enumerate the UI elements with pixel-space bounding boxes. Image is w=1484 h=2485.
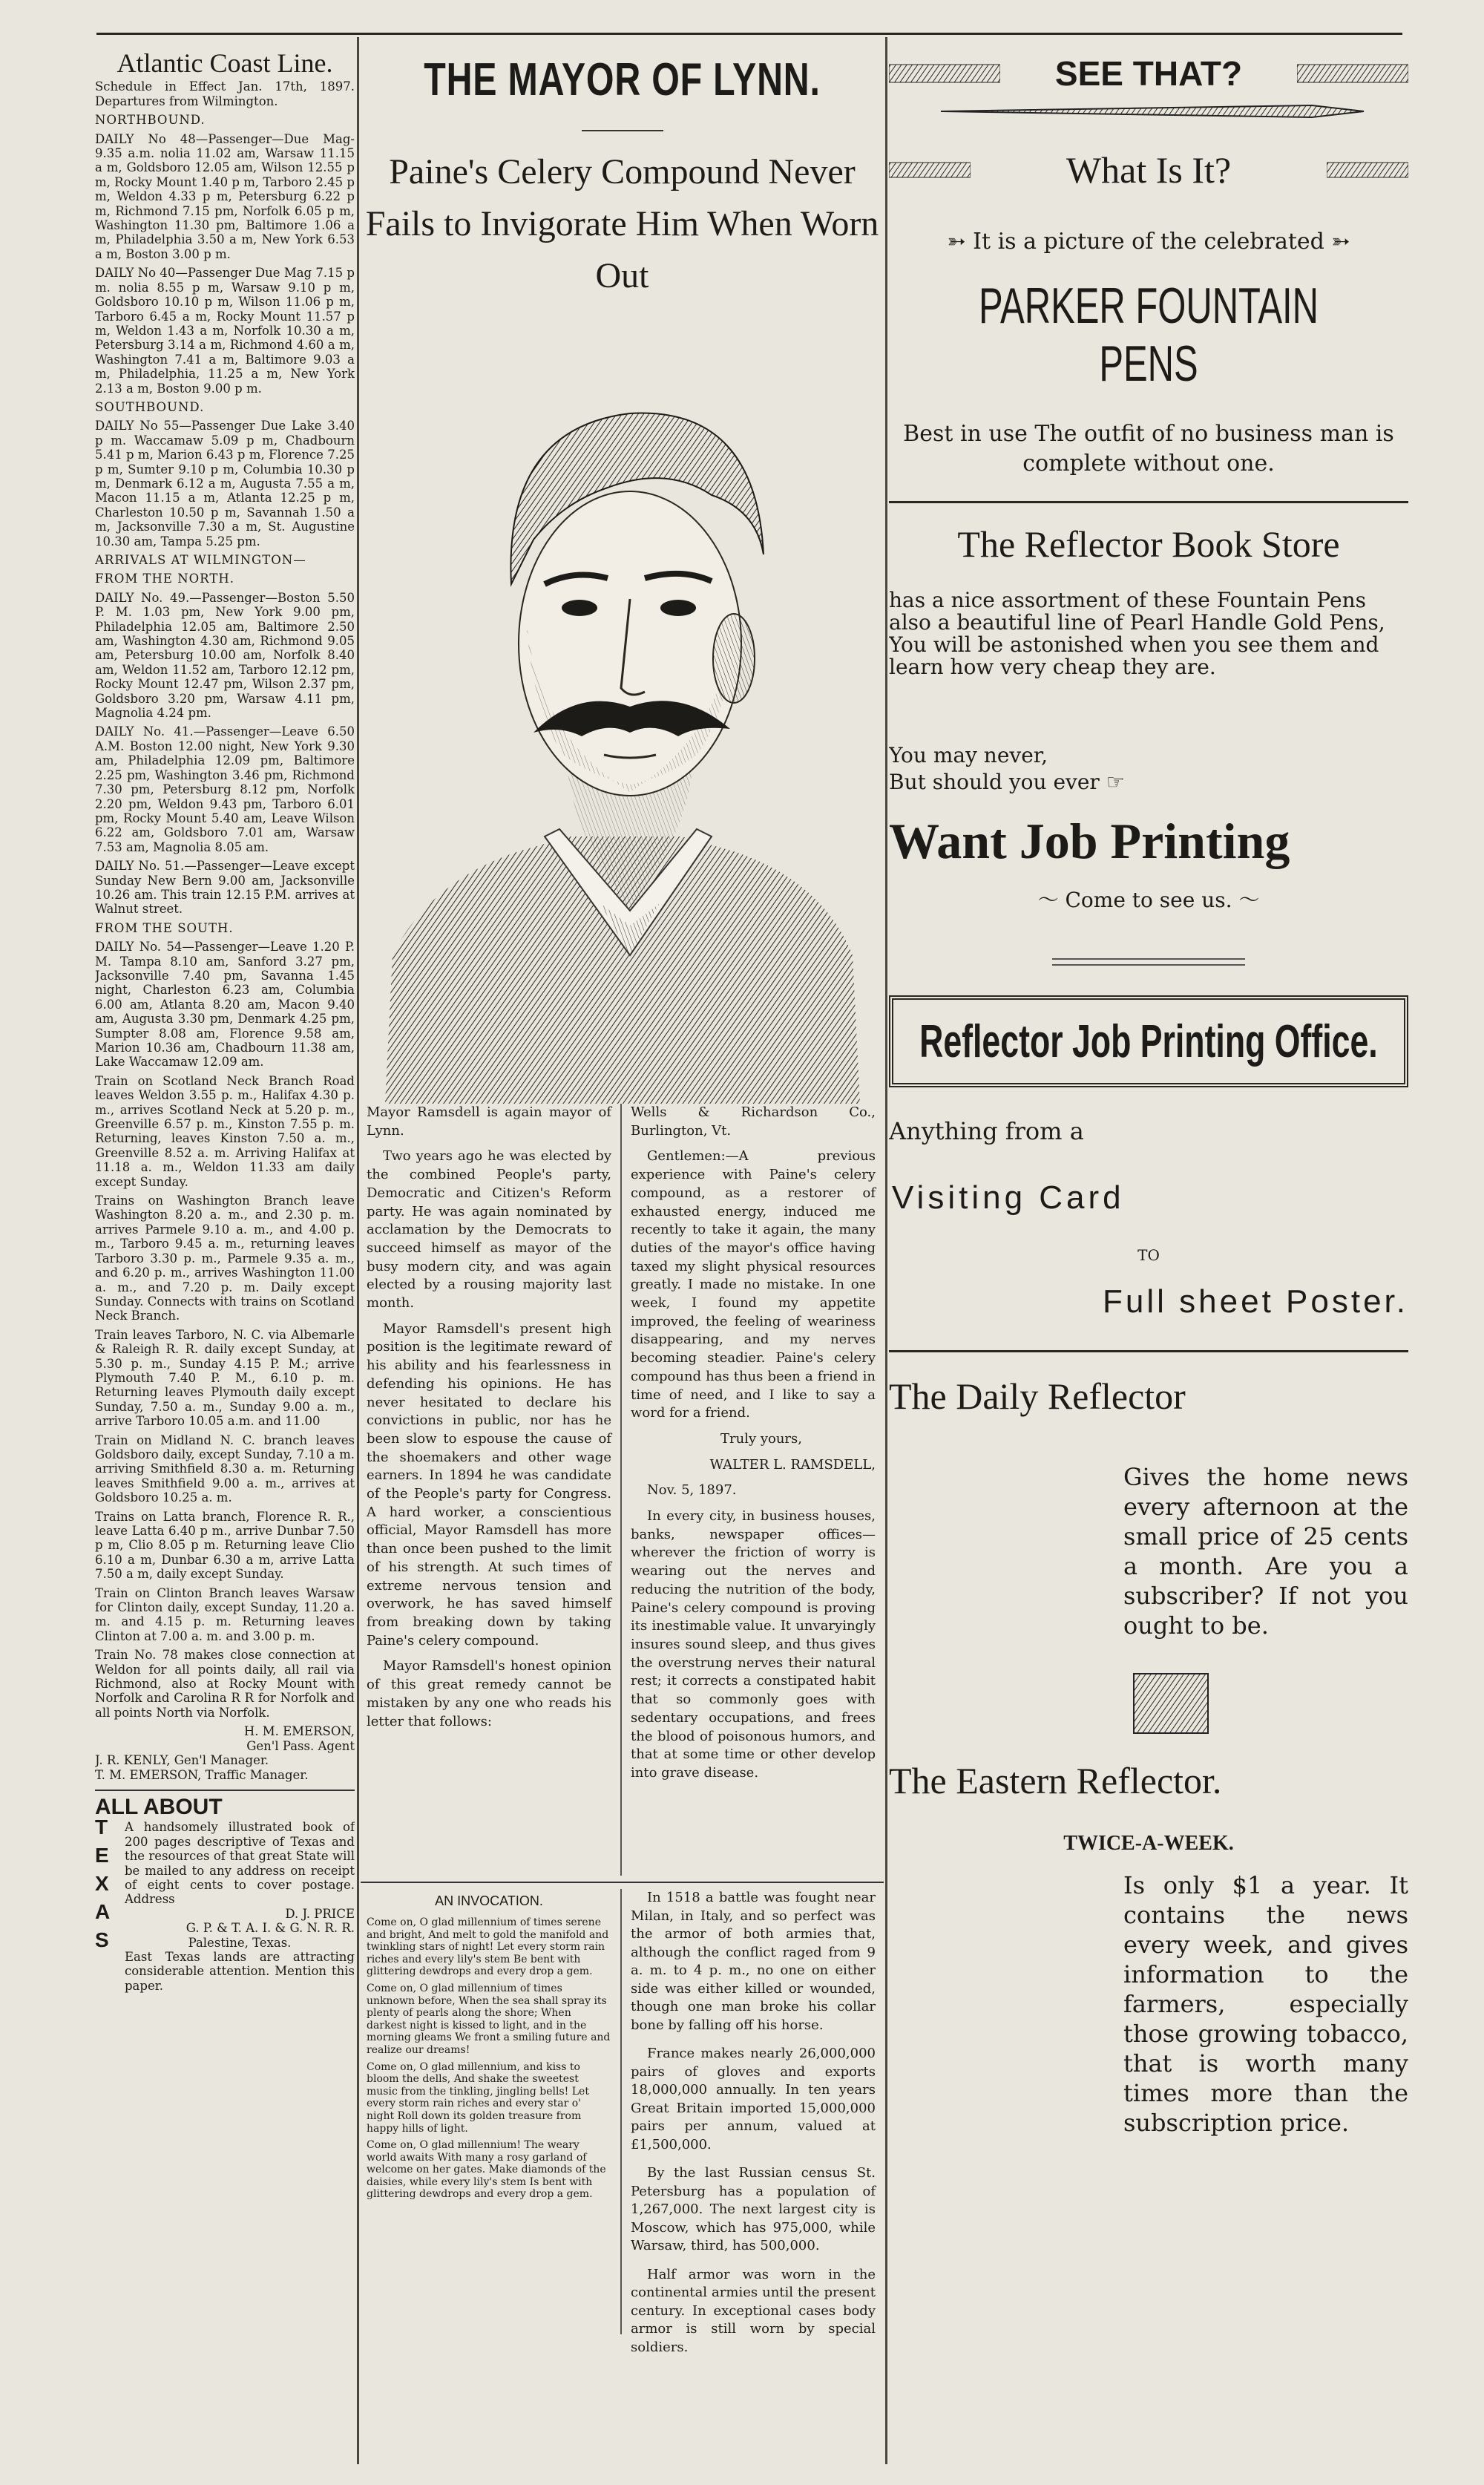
- ornament-icon: 〜: [1232, 888, 1260, 912]
- article-paragraph: In every city, in business houses, banks, newspaper offices—wherever the friction of worry is wearing out the nerves and reducing the nutrition of the body, Paine's celery compound is proving its inestimable value. It unvaryingly insures sound sleep, and thus gives the overstrung nerves their natural rest; it corrects a constipated habit that so commonly goes with sedentary occupations, and frees the blood of poisonous humors, and that at some time or other develop into grave disease.: [631, 1508, 876, 1781]
- schedule-entry: DAILY No 48—Passenger—Due Mag- 9.35 a.m. nolia 11.02 am, Warsaw 11.15 a m, Goldsboro 12.05 am, Wilson 12.55 p m, Rocky Mount 1.40 p m, Tarboro 2.45 p m, Weldon 4.33 p m, Petersburg 6.22 p m, Richmond 7.15 pm, Norfolk 6.05 p m, Washington 11.30 pm, Baltimore 1.06 a m, Philadelphia 3.50 a m, New York 6.53 a m, Boston 3.00 p m.: [95, 131, 355, 261]
- what-is-it-row: [889, 126, 1408, 214]
- article-subhead: Paine's Celery Compound Never Fails to Invigorate Him When Worn Out: [365, 152, 879, 295]
- poem-stanza: Come on, O glad millennium of times unknown before, When the sea shall spray its plenty of pearls along the shore; When darkest night is kissed to light, and in the morning gleams We front a smiling future and realize our dreams!: [367, 1982, 611, 2056]
- full-sheet-poster: Full sheet Poster.: [1103, 1283, 1408, 1320]
- divider: [889, 501, 1408, 503]
- letter-body: Gentlemen:—A previous experience with Paine's celery compound, as a restorer of exhausted energy, induced me recently to take it again, the many duties of the mayor's office having taxed my slight physical resources greatly. I made no mistake. In one week, I found my appetite improved, the feeling of weariness disappearing, and my nerves becoming steadier. Paine's celery compound has thus been a friend in time of need, and I like to say a word for a friend.: [631, 1148, 876, 1421]
- news-item: By the last Russian census St. Petersburg has a population of 1,267,000. The next largest city is Moscow, which has 975,000, while Warsaw, third, has 500,000.: [631, 2165, 876, 2253]
- texas-letter: A: [95, 1900, 111, 1924]
- fountain-pen-icon: [889, 157, 971, 183]
- article-paragraph: Two years ago he was elected by the combined People's party, Democratic and Citizen's Reform party. He was again nominated by acclamation by the Democrats to succeed himself as mayor of the busy modern city, and was again elected by a rousing majority last month.: [367, 1148, 611, 1312]
- branch-notice: Train on Clinton Branch leaves Warsaw for Clinton daily, except Sunday, 11.20 a. m. and 4.15 p. m. Returning leaves Clinton at 7.00 a. m. and 3.00 p. m.: [95, 1585, 355, 1643]
- section-heading: FROM THE NORTH.: [95, 572, 234, 586]
- texas-ad: [95, 1816, 355, 1993]
- ornament-rule: [1052, 958, 1245, 966]
- divider: [889, 1350, 1408, 1352]
- ornament-icon: [1126, 1670, 1215, 1737]
- branch-notice: Trains on Washington Branch leave Washington 8.20 a. m., and 2.30 p. m. arrives Parmele 9.10 a. m., and 4.00 p. m., Tarboro 9.45 a. m., returning leaves Tarboro 3.30 p. m., Parmele 9.35 a. m., and 6.20 p. m., arrives Washington 11.00 a. m., and 7.20 p. m. Daily except Sunday. Connects with trains on Scotland Neck Branch.: [95, 1194, 355, 1323]
- parker-tagline: Best in use The outfit of no business man is complete without one.: [903, 421, 1394, 477]
- fountain-pen-icon: [889, 59, 1000, 88]
- article-paragraph: Mayor Ramsdell's present high position is the legitimate reward of his ability and his fearlessness in defending his opinions. He has never hesitated to declare his convictions in public, nor has he been slow to espouse the cause of the shoemakers and other wage earners. In 1894 he was candidate of the People's party for Congress. A hard worker, a conscientious official, Mayor Ramsdell has more than once been pushed to the limit of his strength. At such times of extreme nervous tension and overwork, he has saved himself from breaking down by taking Paine's celery compound.: [367, 1320, 611, 1649]
- article-title: THE MAYOR OF LYNN.: [424, 54, 821, 105]
- picture-caption: [889, 229, 1408, 255]
- mayor-column: [361, 46, 884, 2473]
- mayor-portrait: [385, 317, 860, 1104]
- picture-caption-text: It is a picture of the celebrated: [973, 229, 1324, 255]
- signature: J. R. KENLY, Gen'l Manager.: [95, 1753, 269, 1768]
- texas-text: East Texas lands are attracting considerable attention. Mention this paper.: [125, 1949, 355, 1993]
- schedule-entry: DAILY No. 41.—Passenger—Leave 6.50 A.M. Boston 12.00 night, New York 9.30 am, Philadelphia 12.09 pm, Baltimore 2.25 pm, Washington 3.46 pm, Richmond 7.30 pm, Petersburg 8.12 pm, Norfolk 2.20 pm, Weldon 9.43 pm, Tarboro 6.01 pm, Rocky Mount 5.40 am, Leave Wilson 6.22 am, Goldsboro 7.01 am, Warsaw 7.53 am, Magnolia 8.05 am.: [95, 724, 355, 854]
- news-column: [631, 1889, 876, 2367]
- signature: Gen'l Pass. Agent: [246, 1738, 355, 1753]
- daily-reflector-text: Gives the home news every afternoon at the small price of 25 cents a month. Are you a subscriber? If not you ought to be.: [1123, 1463, 1408, 1640]
- job-teaser: You may never,: [889, 743, 1048, 767]
- texas-letter: X: [95, 1872, 109, 1896]
- schedule-entry: DAILY No. 51.—Passenger—Leave except Sunday New Bern 9.00 am, Jacksonville 10.26 am. This train 12.15 P.M. arrives at Walnut street.: [95, 859, 355, 917]
- column-rule: [620, 1104, 622, 1876]
- job-teaser-text: But should you ever: [889, 770, 1100, 794]
- visiting-card: Visiting Card: [892, 1179, 1125, 1216]
- poem-stanza: Come on, O glad millennium! The weary world awaits With many a rosy garland of welcome on her gates. Make diamonds of the daisies, while every lily's stem Is bent with glittering dewdrops and every drop a gem.: [367, 2139, 606, 2201]
- article-left-column: [367, 1104, 611, 1738]
- news-item: Half armor was worn in the continental armies until the present century. In exceptional cases body armor is still worn by special soldiers.: [631, 2266, 876, 2355]
- minor-rule: [582, 130, 663, 131]
- lower-section: [361, 1889, 884, 2355]
- signature: T. M. EMERSON, Traffic Manager.: [95, 1767, 309, 1782]
- job-printing-heading: Want Job Printing: [889, 813, 1290, 869]
- branch-notice: Train No. 78 makes close connection at Weldon for all points daily, all rail via Richmond, also at Rocky Mount with Norfolk and Carolina R R for Norfolk and all points North via Norfolk.: [95, 1648, 355, 1720]
- eastern-reflector-text: Is only $1 a year. It contains the news every week, and gives information to the farmers, especially those growing tobacco, that is worth many times more than the subscription price.: [1123, 1871, 1408, 2137]
- job-teaser: [889, 769, 1408, 796]
- branch-notice: Train on Midland N. C. branch leaves Goldsboro daily, except Sunday, 7.10 a m. arriving Smithfield 8.30 a. m. Returning leaves Smithfield 9.00 a. m., arrives at Goldsboro 10.25 a. m.: [95, 1433, 355, 1505]
- news-item: In 1518 a battle was fought near Milan, in Italy, and so perfect was the armor of both armies that, although the conflict raged from 9 a. m. to 4 p. m., no one on either side was either killed or wounded, though one man broke his collar bone by falling off his horse.: [631, 1890, 876, 2033]
- branch-notice: Train leaves Tarboro, N. C. via Albemarle & Raleigh R. R. daily except Sunday, at 5.30 p. m., Sunday 4.15 P. M.; arrive Plymouth 7.40 P. M., 6.10 p. m. Returning leaves Plymouth daily except Sunday, 7.50 a. m., Sunday 9.00 a. m., arrive Tarboro 10.05 a.m. and 11.00: [95, 1327, 355, 1429]
- schedule-entry: DAILY No. 54—Passenger—Leave 1.20 P. M. Tampa 8.10 am, Sanford 3.27 pm, Jacksonville 7.40 pm, Savanna 1.45 night, Charleston 6.23 am, Columbia 6.00 am, Atlanta 8.20 am, Macon 9.40 am, Augusta 3.30 pm, Denmark 4.25 pm, Sumpter 8.08 am, Florence 9.58 am, Marion 10.36 am, Chadbourn 11.38 am, Lake Waccamaw 12.09 am.: [95, 940, 355, 1070]
- texas-letter: E: [95, 1844, 109, 1867]
- see-that-row: [889, 50, 1408, 96]
- railroad-title: Atlantic Coast Line.: [116, 48, 333, 78]
- poem: [367, 1916, 611, 2201]
- anything-from: Anything from a: [889, 1117, 1084, 1145]
- article-right-column: [631, 1104, 876, 1790]
- what-is-it-heading: What Is It?: [1066, 149, 1232, 191]
- signature: D. J. PRICE: [285, 1906, 355, 1921]
- come-to-see-us: [889, 884, 1408, 914]
- pen-nib-icon: ➳: [947, 229, 974, 255]
- article-body: [361, 1104, 884, 1876]
- twice-a-week: TWICE-A-WEEK.: [1063, 1832, 1234, 1855]
- divider: [361, 1882, 884, 1883]
- pen-nib-icon: ➳: [1324, 229, 1350, 255]
- poem-column: [367, 1889, 611, 2205]
- fountain-pen-icon: [1297, 59, 1408, 88]
- schedule-line: Schedule in Effect Jan. 17th, 1897. Departures from Wilmington.: [95, 79, 355, 108]
- column-rule: [620, 1889, 622, 2334]
- branch-notice: Trains on Latta branch, Florence R. R., leave Latta 6.40 p m., arrive Dunbar 7.50 p m, Clio 8.05 p m. Returning leave Clio 6.10 a m, Dunbar 6.30 a m, arrive Latta 7.50 a m, daily except Sunday.: [95, 1509, 355, 1582]
- poem-stanza: Come on, O glad millennium, and kiss to bloom the dells, And shake the sweetest music from the tinkling, jingling bells! Let every storm rain riches and every star o' night Roll down its golden treasure from happy hills of light.: [367, 2060, 589, 2135]
- schedule-entry: DAILY No 40—Passenger Due Mag 7.15 p m. nolia 8.55 p m, Warsaw 9.10 p m, Goldsboro 10.10 p m, Wilson 11.06 p m, Tarboro 6.45 a m, Rocky Mount 11.57 p m, Weldon 1.43 a m, Norfolk 10.30 a m, Petersburg 3.14 a m, Richmond 4.60 a m, Washington 7.41 a m, Baltimore 9.03 a m, Philadelphia, 11.25 a m, New York 2.13 a m, Boston 9.00 p m.: [95, 266, 355, 396]
- texas-heading: ALL ABOUT: [95, 1794, 223, 1819]
- come-to-see-us-text: Come to see us.: [1065, 888, 1232, 912]
- schedule-entry: DAILY No 55—Passenger Due Lake 3.40 p m. Waccamaw 5.09 p m, Chadbourn 5.41 p m, Marion 6.43 p m, Florence 7.25 p m, Sumter 9.10 p m, Columbia 10.30 p m, Denmark 6.12 a m, Augusta 7.55 a m, Macon 11.15 a m, Atlanta 12.25 p m, Charleston 10.50 p m, Savannah 1.50 a m, Jacksonville 7.30 a m, St. Augustine 10.30 am, Tampa 5.25 pm.: [95, 419, 355, 549]
- letter-closing: Truly yours,: [720, 1430, 802, 1447]
- to-label: TO: [1137, 1246, 1160, 1264]
- railroad-column: [95, 46, 355, 2473]
- parker-heading: PARKER FOUNTAIN PENS: [979, 278, 1319, 392]
- texas-letter: S: [95, 1928, 109, 1952]
- job-office-heading: Reflector Job Printing Office.: [919, 1015, 1378, 1067]
- section-heading: NORTHBOUND.: [95, 113, 206, 128]
- article-paragraph: Mayor Ramsdell is again mayor of Lynn.: [367, 1104, 611, 1139]
- letter-signature: WALTER L. RAMSDELL,: [709, 1456, 876, 1473]
- poem-stanza: Come on, O glad millennium of times serene and bright, And melt to gold the manifold and twinkling stars of night! Let every storm rain riches and every lily's stem Be bent with glittering dewdrops and every drop a gem.: [367, 1916, 609, 1978]
- news-item: France makes nearly 26,000,000 pairs of gloves and exports 18,000,000 annually. In ten years Great Britain imported 15,000,000 pairs per annum, valued at £1,500,000.: [631, 2046, 876, 2152]
- branch-notice: Train on Scotland Neck Branch Road leaves Weldon 3.55 p. m., Halifax 4.30 p. m., arrives Scotland Neck at 5.20 p. m., Greenville 6.57 p. m., Kinston 7.55 p. m. Returning, leaves Kinston 7.50 a. m., Greenville 8.52 a. m. Arriving Halifax at 11.18 a. m., Weldon 11.33 am daily except Sunday.: [95, 1073, 355, 1189]
- top-rule: [96, 33, 1402, 35]
- section-heading: ARRIVALS AT WILMINGTON—: [95, 553, 306, 567]
- divider: [95, 1790, 355, 1791]
- signature: G. P. & T. A. I. & G. N. R. R.: [186, 1921, 355, 1936]
- column-rule: [357, 37, 359, 2464]
- pointing-hand-icon: ☞: [1099, 770, 1125, 794]
- letter-address: Wells & Richardson Co., Burlington, Vt.: [631, 1104, 876, 1139]
- eastern-reflector-heading: The Eastern Reflector.: [889, 1760, 1222, 1801]
- advertising-column: [889, 46, 1408, 2473]
- schedule-entry: DAILY No. 49.—Passenger—Boston 5.50 P. M. 1.03 pm, New York 9.00 pm, Philadelphia 12.05 am, Baltimore 2.50 am, Washington 4.30 am, Richmond 9.05 am, Petersburg 10.00 am, Norfolk 8.40 am, Weldon 11.52 am, Tarboro 12.12 pm, Rocky Mount 12.47 pm, Wilson 2.37 pm, Goldsboro 3.20 pm, Warsaw 4.11 pm, Magnolia 4.24 pm.: [95, 590, 355, 721]
- see-that-heading: SEE THAT?: [1054, 54, 1243, 93]
- texas-letter: T: [95, 1816, 108, 1839]
- daily-reflector-heading: The Daily Reflector: [889, 1375, 1186, 1417]
- section-heading: FROM THE SOUTH.: [95, 920, 234, 935]
- letter-date: Nov. 5, 1897.: [647, 1482, 737, 1499]
- ornament-icon: 〜: [1037, 888, 1066, 912]
- fountain-pen-icon: [1327, 157, 1408, 183]
- section-heading: SOUTHBOUND.: [95, 399, 205, 414]
- signature: H. M. EMERSON,: [243, 1724, 355, 1739]
- fountain-pen-icon: [926, 96, 1371, 126]
- signature: Palestine, Texas.: [188, 1935, 292, 1950]
- poem-title: AN INVOCATION.: [435, 1893, 543, 1908]
- texas-text: A handsomely illustrated book of 200 pages descriptive of Texas and the resources of that great State will be mailed to any address on receipt of eight cents to cover postage. Address: [125, 1820, 355, 1907]
- column-rule: [885, 37, 887, 2464]
- article-paragraph: Mayor Ramsdell's honest opinion of this great remedy cannot be mistaken by any one who reads his letter that follows:: [367, 1658, 611, 1729]
- bookstore-heading: The Reflector Book Store: [957, 523, 1340, 565]
- bookstore-text: has a nice assortment of these Fountain Pens also a beautiful line of Pearl Handle Gold Pens, You will be astonished when you see them and learn how very cheap they are.: [889, 588, 1385, 679]
- job-office-banner: [889, 995, 1408, 1087]
